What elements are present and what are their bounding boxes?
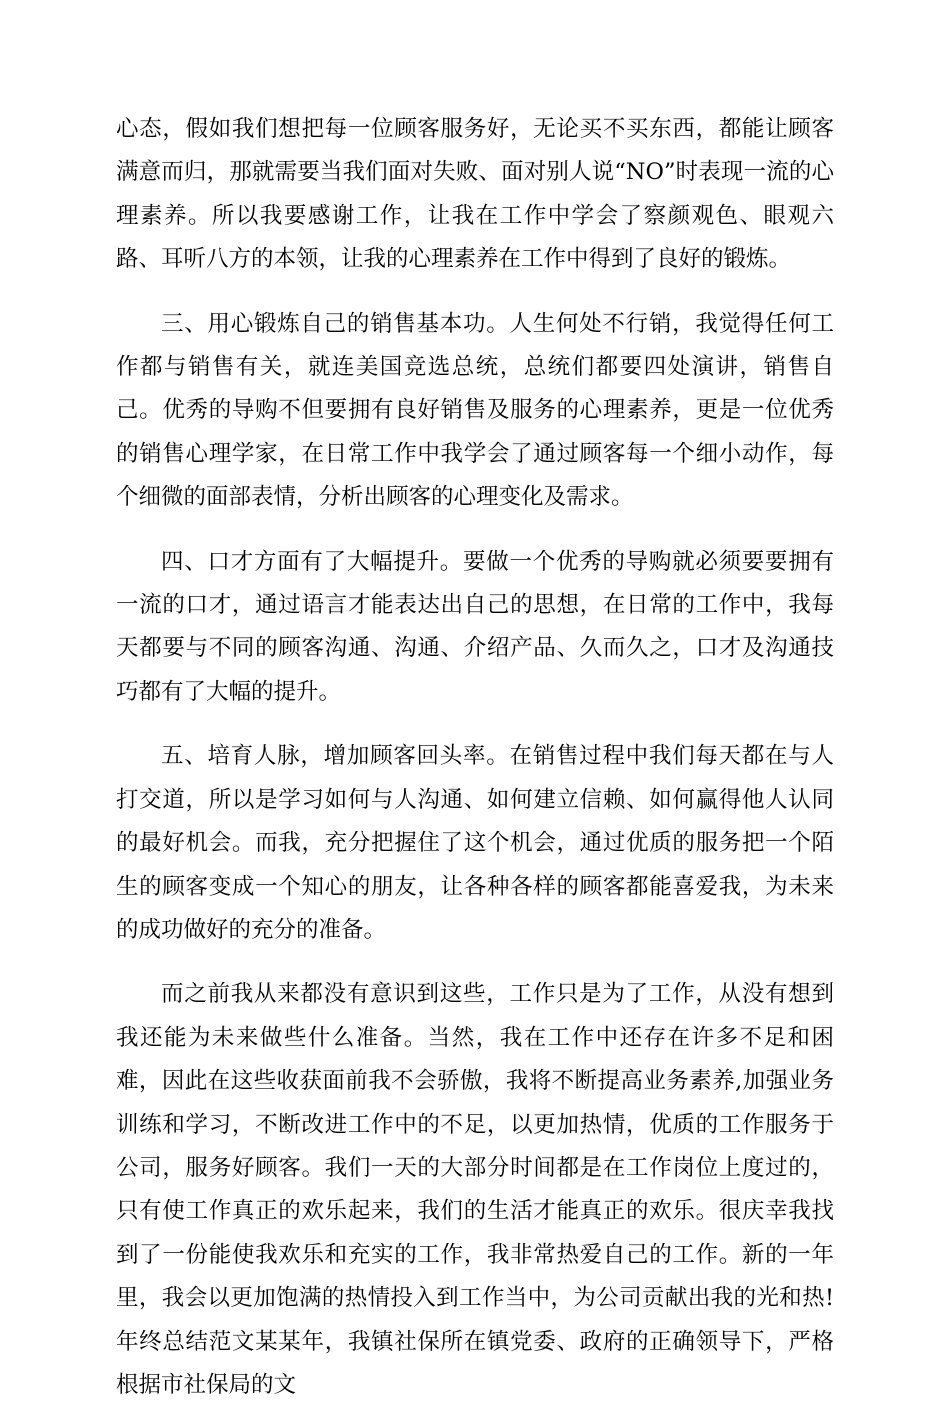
- paragraph-sales-skills: 三、用心锻炼自己的销售基本功。人生何处不行销，我觉得任何工作都与销售有关，就连美国竞选总统，总统们都要四处演讲，销售自己。优秀的导购不但要拥有良好销售及服务的心理素养，更是一位优秀的销售心理学家，在日常工作中我学会了通过顾客每一个细小动作，每个细微的面部表情，分析出顾客的心理变化及需求。: [116, 310, 834, 511]
- paragraph-continued: 心态，假如我们想把每一位顾客服务好，无论买不买东西，都能让顾客满意而归，那就需要当我们面对失败、面对别人说“NO”时表现一流的心理素养。所以我要感谢工作，让我在工作中学会了察颜观色、眼观六路、耳听八方的本领，让我的心理素养在工作中得到了良好的锻炼。: [116, 116, 834, 273]
- paragraph-conclusion: 而之前我从来都没有意识到这些，工作只是为了工作，从没有想到我还能为未来做些什么准备。当然，我在工作中还存在许多不足和困难，因此在这些收获面前我不会骄傲，我将不断提高业务素养,加强业务训练和学习，不断改进工作中的不足，以更加热情，优质的工作服务于公司，服务好顾客。我们一天的大部分时间都是在工作岗位上度过的，只有使工作真正的欢乐起来，我们的生活才能真正的欢乐。很庆幸我找到了一份能使我欢乐和充实的工作，我非常热爱自己的工作。新的一年里，我会以更加饱满的热情投入到工作当中，为公司贡献出我的光和热!年终总结范文某某年，我镇社保所在镇党委、政府的正确领导下，严格根据市社保局的文: [116, 981, 834, 1398]
- paragraph-eloquence: 四、口才方面有了大幅提升。要做一个优秀的导购就必须要要拥有一流的口才，通过语言才能表达出自己的思想，在日常的工作中，我每天都要与不同的顾客沟通、沟通、介绍产品、久而久之，口才及沟通技巧都有了大幅的提升。: [116, 548, 834, 705]
- document-body: [116, 108, 834, 1407]
- paragraph-network: 五、培育人脉，增加顾客回头率。在销售过程中我们每天都在与人打交道，所以是学习如何与人沟通、如何建立信赖、如何赢得他人认同的最好机会。而我，充分把握住了这个机会，通过优质的服务把一个陌生的顾客变成一个知心的朋友，让各种各样的顾客都能喜爱我，为未来的成功做好的充分的准备。: [116, 743, 834, 943]
